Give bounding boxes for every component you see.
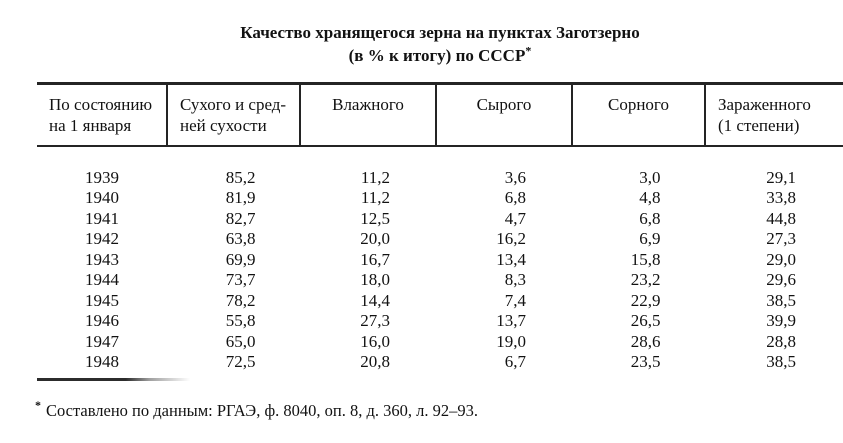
value-number: 85,2 — [225, 167, 256, 187]
value-number: 16,2 — [496, 229, 526, 248]
value-cell — [705, 209, 843, 230]
table-row — [37, 168, 843, 189]
footnote-text: Составлено по данным: РГАЭ, ф. 8040, оп. 8, д. 360, л. 92–93. — [46, 400, 478, 420]
value-cell — [572, 291, 705, 312]
value-number: 6,8 — [504, 188, 526, 207]
value-cell — [705, 229, 843, 250]
col-header-dry-medium — [167, 84, 300, 147]
year-cell: 1946 — [85, 311, 119, 330]
value-cell — [167, 291, 300, 312]
col-header-moist — [300, 84, 436, 147]
table-bottom-rule-faded — [37, 378, 843, 381]
title-footnote-mark: * — [525, 43, 532, 58]
value-number: 20,8 — [360, 352, 390, 371]
value-number: 3,6 — [504, 167, 526, 187]
value-number: 81,9 — [225, 188, 256, 207]
header-line: Зараженного — [718, 95, 811, 114]
col-header-infested — [705, 84, 843, 147]
value-cell — [436, 352, 572, 373]
value-cell — [167, 229, 300, 250]
year-cell: 1943 — [85, 249, 119, 269]
header-line: ней сухости — [180, 116, 267, 135]
value-cell — [167, 250, 300, 271]
value-cell — [300, 168, 436, 189]
year-cell: 1947 — [85, 331, 119, 351]
table-header-row — [37, 84, 843, 147]
header-line: Влажного — [332, 95, 404, 114]
value-number: 38,5 — [766, 290, 796, 310]
value-number: 27,3 — [766, 229, 796, 248]
value-number: 3,0 — [639, 167, 661, 187]
value-number: 28,8 — [766, 331, 796, 351]
value-cell — [300, 270, 436, 291]
footnote-mark: * — [35, 398, 41, 412]
value-number: 13,7 — [496, 311, 526, 330]
value-cell — [167, 311, 300, 332]
value-cell — [705, 332, 843, 353]
value-number: 73,7 — [225, 270, 256, 289]
value-cell — [572, 250, 705, 271]
value-cell — [300, 352, 436, 373]
col-header-damp — [436, 84, 572, 147]
year-cell: 1944 — [85, 270, 119, 289]
title-line-2 — [37, 44, 843, 67]
value-cell — [436, 209, 572, 230]
table-row — [37, 352, 843, 373]
header-line: Сорного — [608, 95, 669, 114]
value-number: 82,7 — [225, 208, 256, 228]
value-cell — [300, 291, 436, 312]
table-header — [37, 84, 843, 147]
value-number: 55,8 — [225, 311, 256, 330]
value-number: 69,9 — [225, 249, 256, 269]
value-number: 26,5 — [630, 311, 661, 330]
table-row — [37, 188, 843, 209]
col-header-as-of-january — [37, 84, 167, 147]
value-cell — [436, 168, 572, 189]
value-number: 23,5 — [630, 352, 661, 371]
value-number: 23,2 — [630, 270, 661, 289]
table-row — [37, 250, 843, 271]
value-number: 63,8 — [225, 229, 256, 248]
value-cell — [705, 168, 843, 189]
value-cell — [705, 311, 843, 332]
value-number: 28,6 — [630, 331, 661, 351]
value-cell — [572, 332, 705, 353]
value-cell — [572, 168, 705, 189]
year-cell: 1945 — [85, 290, 119, 310]
value-cell — [436, 188, 572, 209]
value-cell — [705, 250, 843, 271]
year-cell: 1948 — [85, 352, 119, 371]
value-number: 72,5 — [225, 352, 256, 371]
value-cell — [300, 250, 436, 271]
year-cell: 1942 — [85, 229, 119, 248]
value-number: 13,4 — [496, 249, 526, 269]
value-number: 33,8 — [766, 188, 796, 207]
value-number: 38,5 — [766, 352, 796, 371]
value-cell — [167, 168, 300, 189]
value-cell — [436, 270, 572, 291]
value-cell — [167, 352, 300, 373]
value-number: 14,4 — [360, 290, 390, 310]
value-cell — [436, 311, 572, 332]
col-header-weedy — [572, 84, 705, 147]
value-cell — [705, 352, 843, 373]
table-row — [37, 332, 843, 353]
header-line: Сухого и сред- — [180, 95, 287, 114]
value-cell — [167, 270, 300, 291]
value-cell — [705, 188, 843, 209]
value-number: 78,2 — [225, 290, 256, 310]
value-cell — [572, 188, 705, 209]
header-gap-spacer — [37, 146, 843, 168]
value-number: 29,6 — [766, 270, 796, 289]
table-row — [37, 311, 843, 332]
table-row — [37, 291, 843, 312]
value-cell — [436, 291, 572, 312]
header-line: (1 степени) — [718, 116, 800, 135]
value-number: 6,7 — [504, 352, 526, 371]
value-cell — [167, 209, 300, 230]
value-cell — [436, 332, 572, 353]
value-number: 44,8 — [766, 208, 796, 228]
source-footnote — [35, 398, 843, 421]
value-cell — [705, 291, 843, 312]
value-number: 11,2 — [360, 188, 390, 207]
value-number: 19,0 — [496, 331, 526, 351]
value-cell — [300, 332, 436, 353]
header-line: на 1 января — [49, 116, 132, 135]
value-number: 18,0 — [360, 270, 390, 289]
value-cell — [572, 270, 705, 291]
value-cell — [300, 311, 436, 332]
value-number: 29,1 — [766, 167, 796, 187]
title-line-1: Качество хранящегося зерна на пунктах Заготзерно — [240, 23, 640, 42]
grain-quality-table — [37, 82, 843, 373]
table-row — [37, 209, 843, 230]
value-cell — [167, 332, 300, 353]
value-cell — [572, 311, 705, 332]
value-cell — [167, 188, 300, 209]
value-cell — [572, 352, 705, 373]
value-cell — [300, 188, 436, 209]
header-line: Сырого — [476, 95, 532, 114]
table-row — [37, 229, 843, 250]
value-number: 16,0 — [360, 331, 390, 351]
value-number: 22,9 — [630, 290, 661, 310]
value-cell — [436, 229, 572, 250]
value-cell — [705, 270, 843, 291]
value-number: 39,9 — [766, 311, 796, 330]
header-line: По состоянию — [49, 95, 153, 114]
value-number: 4,7 — [504, 208, 526, 228]
value-cell — [300, 209, 436, 230]
value-cell — [572, 229, 705, 250]
year-cell: 1939 — [85, 167, 119, 187]
value-number: 11,2 — [360, 167, 390, 187]
value-number: 12,5 — [360, 208, 390, 228]
value-cell — [436, 250, 572, 271]
table-body — [37, 146, 843, 373]
value-number: 6,9 — [639, 229, 661, 248]
value-number: 20,0 — [360, 229, 390, 248]
value-number: 65,0 — [225, 331, 256, 351]
value-number: 8,3 — [504, 270, 526, 289]
value-number: 6,8 — [639, 208, 661, 228]
title-line-2-text: (в % к итогу) по СССР — [348, 46, 526, 65]
value-cell — [300, 229, 436, 250]
year-cell: 1940 — [85, 188, 119, 207]
value-cell — [572, 209, 705, 230]
value-number: 4,8 — [639, 188, 661, 207]
value-number: 7,4 — [504, 290, 526, 310]
table-title — [37, 0, 843, 67]
value-number: 16,7 — [360, 249, 390, 269]
year-cell: 1941 — [85, 208, 119, 228]
table-row — [37, 270, 843, 291]
value-number: 15,8 — [630, 249, 661, 269]
value-number: 29,0 — [766, 249, 796, 269]
value-number: 27,3 — [360, 311, 390, 330]
